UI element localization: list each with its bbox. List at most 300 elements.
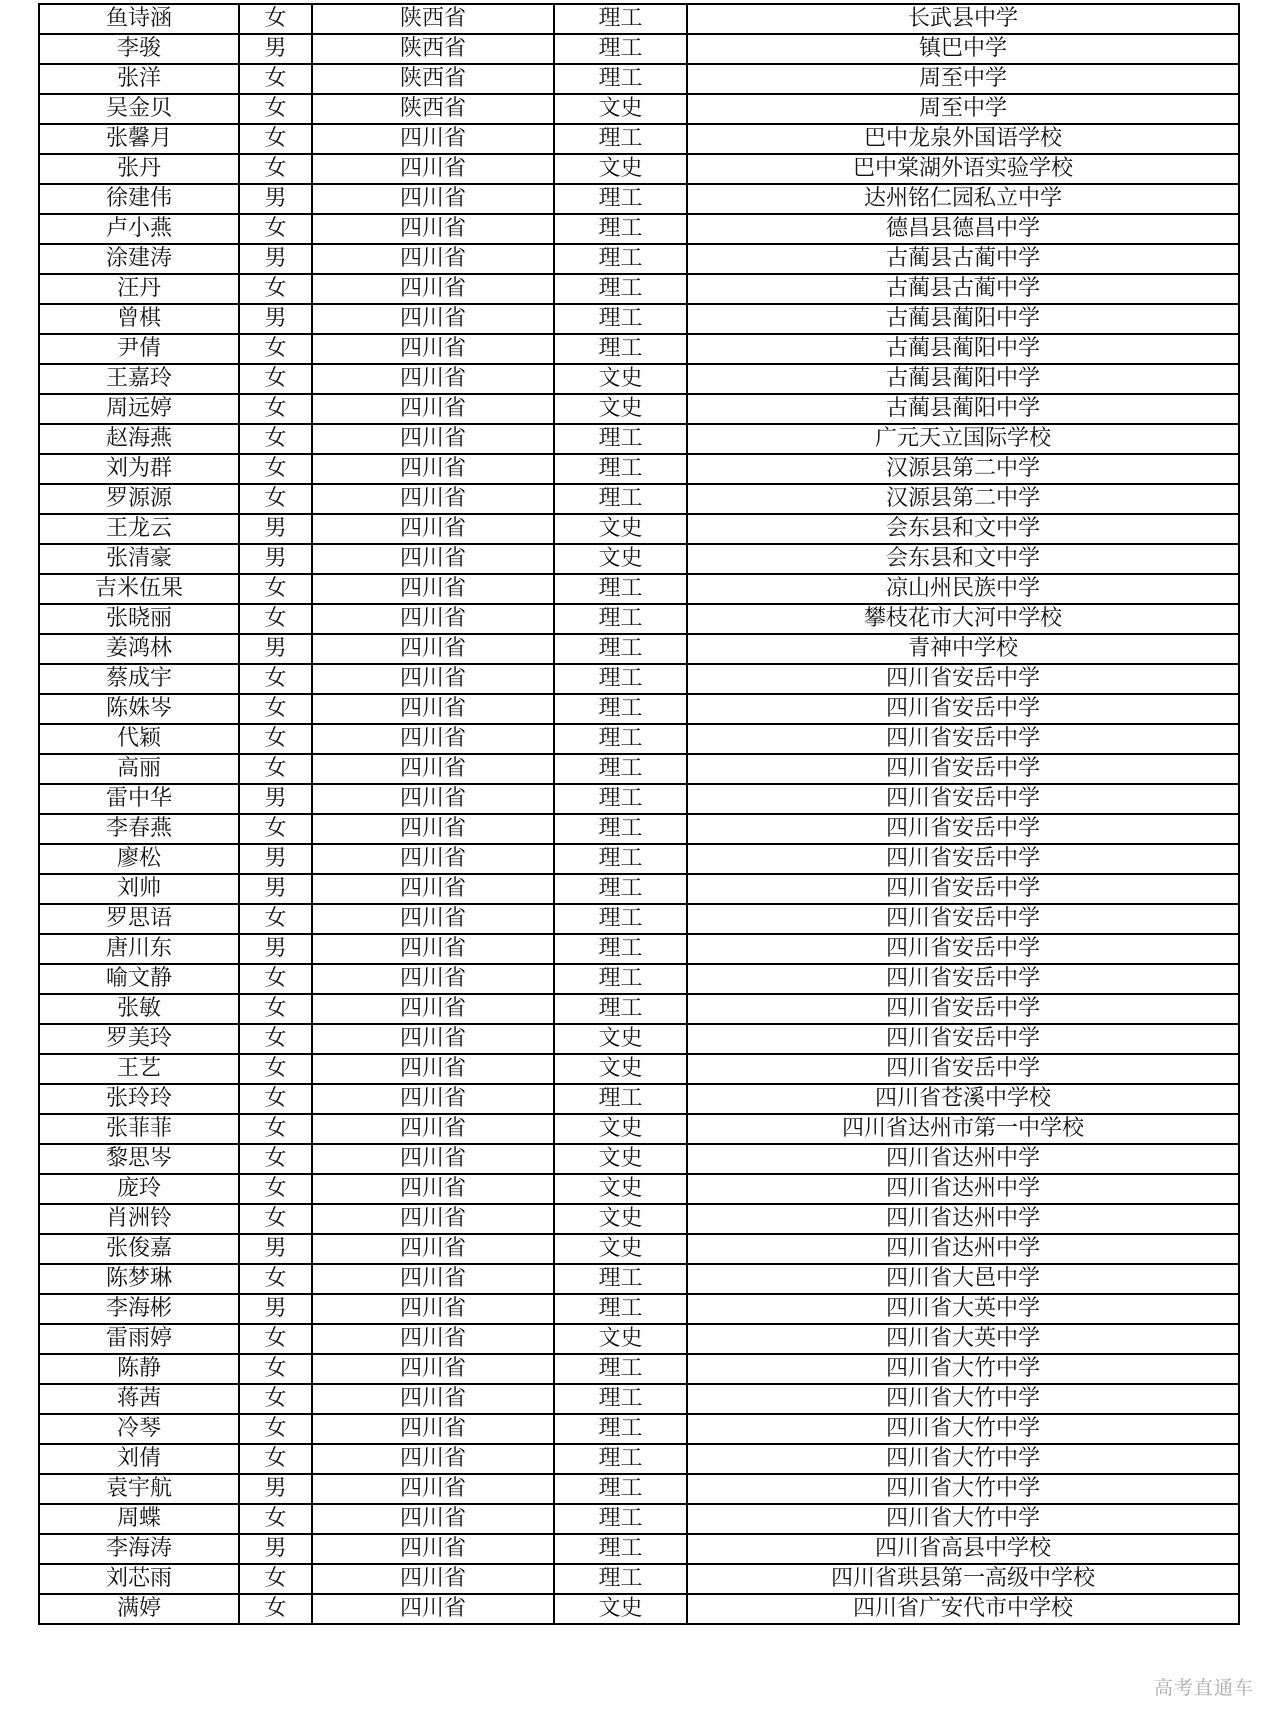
- cell-gender: 女: [239, 454, 312, 484]
- cell-name: 汪丹: [39, 274, 239, 304]
- table-row: [39, 814, 1239, 844]
- table-row: [39, 1504, 1239, 1534]
- cell-gender: 女: [239, 1504, 312, 1534]
- cell-track: 理工: [554, 1264, 687, 1294]
- cell-province: 四川省: [312, 394, 554, 424]
- cell-gender: 女: [239, 124, 312, 154]
- cell-name: 蔡成宇: [39, 664, 239, 694]
- cell-province: 四川省: [312, 664, 554, 694]
- cell-name: 徐建伟: [39, 184, 239, 214]
- cell-track: 文史: [554, 1174, 687, 1204]
- cell-gender: 女: [239, 484, 312, 514]
- cell-school: 周至中学: [687, 94, 1239, 124]
- cell-gender: 女: [239, 754, 312, 784]
- cell-province: 四川省: [312, 1324, 554, 1354]
- cell-name: 罗源源: [39, 484, 239, 514]
- cell-track: 理工: [554, 1384, 687, 1414]
- cell-gender: 女: [239, 1144, 312, 1174]
- cell-gender: 女: [239, 664, 312, 694]
- cell-gender: 女: [239, 274, 312, 304]
- table-row: [39, 1174, 1239, 1204]
- cell-school: 四川省安岳中学: [687, 934, 1239, 964]
- cell-school: 古蔺县蔺阳中学: [687, 304, 1239, 334]
- table-row: [39, 424, 1239, 454]
- cell-province: 四川省: [312, 604, 554, 634]
- cell-province: 四川省: [312, 1474, 554, 1504]
- cell-name: 代颖: [39, 724, 239, 754]
- cell-gender: 男: [239, 1474, 312, 1504]
- cell-track: 文史: [554, 394, 687, 424]
- cell-school: 会东县和文中学: [687, 544, 1239, 574]
- cell-school: 四川省广安代市中学校: [687, 1594, 1239, 1624]
- cell-name: 廖松: [39, 844, 239, 874]
- cell-track: 理工: [554, 454, 687, 484]
- cell-name: 王嘉玲: [39, 364, 239, 394]
- cell-province: 四川省: [312, 1174, 554, 1204]
- cell-province: 四川省: [312, 544, 554, 574]
- cell-gender: 女: [239, 724, 312, 754]
- cell-province: 四川省: [312, 1414, 554, 1444]
- cell-province: 四川省: [312, 124, 554, 154]
- cell-province: 四川省: [312, 694, 554, 724]
- cell-school: 古蔺县古蔺中学: [687, 244, 1239, 274]
- cell-school: 四川省安岳中学: [687, 904, 1239, 934]
- cell-gender: 男: [239, 1234, 312, 1264]
- cell-name: 刘为群: [39, 454, 239, 484]
- cell-province: 四川省: [312, 1564, 554, 1594]
- table-row: [39, 1384, 1239, 1414]
- cell-name: 赵海燕: [39, 424, 239, 454]
- cell-gender: 女: [239, 1264, 312, 1294]
- cell-track: 理工: [554, 844, 687, 874]
- cell-school: 会东县和文中学: [687, 514, 1239, 544]
- cell-gender: 女: [239, 1444, 312, 1474]
- cell-name: 张敏: [39, 994, 239, 1024]
- cell-gender: 女: [239, 1174, 312, 1204]
- cell-province: 四川省: [312, 844, 554, 874]
- cell-track: 文史: [554, 1114, 687, 1144]
- table-row: [39, 784, 1239, 814]
- cell-school: 青神中学校: [687, 634, 1239, 664]
- cell-school: 长武县中学: [687, 4, 1239, 34]
- cell-track: 理工: [554, 814, 687, 844]
- cell-name: 肖洲铃: [39, 1204, 239, 1234]
- cell-school: 四川省达州中学: [687, 1234, 1239, 1264]
- cell-province: 四川省: [312, 1084, 554, 1114]
- cell-name: 罗思语: [39, 904, 239, 934]
- cell-school: 四川省大竹中学: [687, 1414, 1239, 1444]
- cell-track: 理工: [554, 124, 687, 154]
- cell-gender: 女: [239, 1324, 312, 1354]
- cell-track: 理工: [554, 724, 687, 754]
- cell-name: 刘帅: [39, 874, 239, 904]
- table-row: [39, 124, 1239, 154]
- cell-track: 理工: [554, 694, 687, 724]
- cell-province: 四川省: [312, 244, 554, 274]
- cell-school: 四川省大竹中学: [687, 1474, 1239, 1504]
- cell-gender: 女: [239, 1414, 312, 1444]
- cell-gender: 男: [239, 1294, 312, 1324]
- cell-school: 四川省安岳中学: [687, 724, 1239, 754]
- cell-province: 四川省: [312, 1204, 554, 1234]
- cell-province: 四川省: [312, 814, 554, 844]
- cell-school: 四川省大竹中学: [687, 1354, 1239, 1384]
- cell-track: 理工: [554, 34, 687, 64]
- cell-gender: 女: [239, 94, 312, 124]
- table-row: [39, 724, 1239, 754]
- cell-name: 高丽: [39, 754, 239, 784]
- cell-province: 四川省: [312, 1054, 554, 1084]
- cell-school: 四川省大邑中学: [687, 1264, 1239, 1294]
- cell-name: 张洋: [39, 64, 239, 94]
- cell-school: 四川省达州中学: [687, 1204, 1239, 1234]
- cell-name: 鱼诗涵: [39, 4, 239, 34]
- cell-name: 周远婷: [39, 394, 239, 424]
- cell-school: 四川省大竹中学: [687, 1504, 1239, 1534]
- cell-province: 四川省: [312, 1594, 554, 1624]
- cell-name: 袁宇航: [39, 1474, 239, 1504]
- cell-gender: 女: [239, 574, 312, 604]
- cell-name: 姜鸿林: [39, 634, 239, 664]
- cell-gender: 女: [239, 904, 312, 934]
- cell-province: 四川省: [312, 154, 554, 184]
- cell-province: 四川省: [312, 904, 554, 934]
- cell-province: 陕西省: [312, 64, 554, 94]
- cell-school: 古蔺县古蔺中学: [687, 274, 1239, 304]
- cell-track: 理工: [554, 1084, 687, 1114]
- cell-name: 吴金贝: [39, 94, 239, 124]
- cell-gender: 女: [239, 1564, 312, 1594]
- cell-name: 李海涛: [39, 1534, 239, 1564]
- cell-name: 陈静: [39, 1354, 239, 1384]
- cell-gender: 男: [239, 844, 312, 874]
- table-row: [39, 1474, 1239, 1504]
- cell-track: 文史: [554, 544, 687, 574]
- table-row: [39, 754, 1239, 784]
- cell-school: 周至中学: [687, 64, 1239, 94]
- cell-province: 四川省: [312, 1384, 554, 1414]
- cell-gender: 女: [239, 1594, 312, 1624]
- cell-school: 广元天立国际学校: [687, 424, 1239, 454]
- cell-track: 理工: [554, 604, 687, 634]
- cell-school: 古蔺县蔺阳中学: [687, 334, 1239, 364]
- cell-name: 庞玲: [39, 1174, 239, 1204]
- table-row: [39, 304, 1239, 334]
- cell-school: 四川省大竹中学: [687, 1444, 1239, 1474]
- cell-gender: 女: [239, 1084, 312, 1114]
- cell-gender: 女: [239, 964, 312, 994]
- roster-table-body: [39, 4, 1239, 1624]
- table-row: [39, 94, 1239, 124]
- cell-name: 冷琴: [39, 1414, 239, 1444]
- cell-gender: 女: [239, 364, 312, 394]
- cell-school: 四川省苍溪中学校: [687, 1084, 1239, 1114]
- cell-school: 凉山州民族中学: [687, 574, 1239, 604]
- cell-gender: 女: [239, 1354, 312, 1384]
- table-row: [39, 1054, 1239, 1084]
- cell-track: 理工: [554, 874, 687, 904]
- cell-province: 四川省: [312, 934, 554, 964]
- cell-track: 理工: [554, 1414, 687, 1444]
- cell-gender: 男: [239, 934, 312, 964]
- cell-track: 理工: [554, 64, 687, 94]
- table-row: [39, 154, 1239, 184]
- cell-province: 陕西省: [312, 94, 554, 124]
- cell-track: 文史: [554, 1234, 687, 1264]
- cell-province: 四川省: [312, 1144, 554, 1174]
- cell-province: 四川省: [312, 334, 554, 364]
- cell-gender: 女: [239, 334, 312, 364]
- cell-track: 理工: [554, 334, 687, 364]
- table-row: [39, 364, 1239, 394]
- cell-school: 四川省达州中学: [687, 1144, 1239, 1174]
- cell-gender: 女: [239, 394, 312, 424]
- cell-name: 张俊嘉: [39, 1234, 239, 1264]
- cell-gender: 女: [239, 1054, 312, 1084]
- table-row: [39, 34, 1239, 64]
- cell-school: 四川省安岳中学: [687, 1024, 1239, 1054]
- cell-track: 理工: [554, 574, 687, 604]
- roster-sheet: [38, 3, 1238, 1625]
- cell-track: 理工: [554, 904, 687, 934]
- cell-name: 张清豪: [39, 544, 239, 574]
- cell-track: 理工: [554, 1354, 687, 1384]
- cell-province: 四川省: [312, 634, 554, 664]
- table-row: [39, 394, 1239, 424]
- table-row: [39, 1264, 1239, 1294]
- cell-name: 卢小燕: [39, 214, 239, 244]
- cell-province: 陕西省: [312, 34, 554, 64]
- table-row: [39, 1354, 1239, 1384]
- cell-school: 四川省达州市第一中学校: [687, 1114, 1239, 1144]
- cell-name: 雷中华: [39, 784, 239, 814]
- cell-name: 满婷: [39, 1594, 239, 1624]
- cell-school: 古蔺县蔺阳中学: [687, 364, 1239, 394]
- cell-province: 四川省: [312, 874, 554, 904]
- cell-name: 刘芯雨: [39, 1564, 239, 1594]
- cell-name: 吉米伍果: [39, 574, 239, 604]
- cell-gender: 女: [239, 604, 312, 634]
- cell-gender: 女: [239, 4, 312, 34]
- cell-gender: 男: [239, 634, 312, 664]
- cell-name: 周蝶: [39, 1504, 239, 1534]
- table-row: [39, 874, 1239, 904]
- cell-name: 王艺: [39, 1054, 239, 1084]
- table-row: [39, 514, 1239, 544]
- table-row: [39, 1024, 1239, 1054]
- cell-track: 理工: [554, 424, 687, 454]
- cell-track: 理工: [554, 964, 687, 994]
- cell-gender: 女: [239, 994, 312, 1024]
- table-row: [39, 244, 1239, 274]
- table-row: [39, 1234, 1239, 1264]
- cell-name: 张玲玲: [39, 1084, 239, 1114]
- cell-gender: 女: [239, 1384, 312, 1414]
- cell-school: 四川省安岳中学: [687, 754, 1239, 784]
- cell-name: 李海彬: [39, 1294, 239, 1324]
- cell-province: 四川省: [312, 1024, 554, 1054]
- table-row: [39, 634, 1239, 664]
- cell-school: 四川省安岳中学: [687, 844, 1239, 874]
- table-row: [39, 844, 1239, 874]
- cell-province: 四川省: [312, 184, 554, 214]
- cell-name: 李骏: [39, 34, 239, 64]
- table-row: [39, 454, 1239, 484]
- cell-track: 理工: [554, 1474, 687, 1504]
- cell-track: 理工: [554, 1534, 687, 1564]
- cell-name: 黎思岑: [39, 1144, 239, 1174]
- cell-track: 文史: [554, 1054, 687, 1084]
- cell-name: 李春燕: [39, 814, 239, 844]
- table-row: [39, 1534, 1239, 1564]
- table-row: [39, 484, 1239, 514]
- table-row: [39, 694, 1239, 724]
- cell-school: 古蔺县蔺阳中学: [687, 394, 1239, 424]
- table-row: [39, 214, 1239, 244]
- cell-school: 达州铭仁园私立中学: [687, 184, 1239, 214]
- table-row: [39, 64, 1239, 94]
- cell-province: 四川省: [312, 724, 554, 754]
- table-row: [39, 1294, 1239, 1324]
- table-row: [39, 664, 1239, 694]
- cell-province: 四川省: [312, 1294, 554, 1324]
- cell-school: 四川省大英中学: [687, 1294, 1239, 1324]
- cell-province: 四川省: [312, 994, 554, 1024]
- table-row: [39, 184, 1239, 214]
- table-row: [39, 544, 1239, 574]
- cell-school: 四川省珙县第一高级中学校: [687, 1564, 1239, 1594]
- cell-track: 文史: [554, 154, 687, 184]
- cell-school: 四川省安岳中学: [687, 784, 1239, 814]
- cell-school: 德昌县德昌中学: [687, 214, 1239, 244]
- cell-name: 蒋茜: [39, 1384, 239, 1414]
- cell-gender: 女: [239, 424, 312, 454]
- cell-track: 理工: [554, 934, 687, 964]
- cell-gender: 男: [239, 784, 312, 814]
- table-row: [39, 1324, 1239, 1354]
- cell-name: 张晓丽: [39, 604, 239, 634]
- cell-track: 理工: [554, 214, 687, 244]
- cell-province: 四川省: [312, 1264, 554, 1294]
- cell-school: 四川省安岳中学: [687, 874, 1239, 904]
- cell-track: 理工: [554, 1294, 687, 1324]
- cell-gender: 女: [239, 64, 312, 94]
- cell-province: 四川省: [312, 1114, 554, 1144]
- cell-name: 唐川东: [39, 934, 239, 964]
- cell-gender: 女: [239, 214, 312, 244]
- table-row: [39, 334, 1239, 364]
- cell-school: 四川省安岳中学: [687, 694, 1239, 724]
- cell-gender: 男: [239, 34, 312, 64]
- table-row: [39, 904, 1239, 934]
- cell-track: 理工: [554, 484, 687, 514]
- cell-province: 四川省: [312, 574, 554, 604]
- cell-track: 理工: [554, 274, 687, 304]
- cell-school: 巴中棠湖外语实验学校: [687, 154, 1239, 184]
- cell-province: 四川省: [312, 274, 554, 304]
- cell-name: 陈姝岑: [39, 694, 239, 724]
- cell-gender: 男: [239, 1534, 312, 1564]
- cell-name: 张菲菲: [39, 1114, 239, 1144]
- cell-province: 四川省: [312, 454, 554, 484]
- cell-track: 理工: [554, 784, 687, 814]
- cell-track: 文史: [554, 1144, 687, 1174]
- cell-gender: 男: [239, 874, 312, 904]
- cell-track: 理工: [554, 184, 687, 214]
- cell-track: 理工: [554, 1444, 687, 1474]
- cell-gender: 女: [239, 154, 312, 184]
- table-row: [39, 274, 1239, 304]
- cell-track: 理工: [554, 634, 687, 664]
- cell-province: 四川省: [312, 1504, 554, 1534]
- cell-gender: 女: [239, 814, 312, 844]
- cell-name: 尹倩: [39, 334, 239, 364]
- cell-gender: 男: [239, 544, 312, 574]
- cell-gender: 男: [239, 304, 312, 334]
- cell-track: 理工: [554, 994, 687, 1024]
- cell-gender: 男: [239, 184, 312, 214]
- cell-school: 四川省安岳中学: [687, 814, 1239, 844]
- cell-province: 四川省: [312, 484, 554, 514]
- cell-gender: 男: [239, 244, 312, 274]
- table-row: [39, 994, 1239, 1024]
- cell-province: 四川省: [312, 1354, 554, 1384]
- cell-gender: 女: [239, 694, 312, 724]
- cell-track: 文史: [554, 364, 687, 394]
- table-row: [39, 604, 1239, 634]
- cell-name: 刘倩: [39, 1444, 239, 1474]
- cell-track: 文史: [554, 1024, 687, 1054]
- table-row: [39, 574, 1239, 604]
- table-row: [39, 1444, 1239, 1474]
- cell-track: 理工: [554, 1504, 687, 1534]
- table-row: [39, 964, 1239, 994]
- cell-province: 四川省: [312, 364, 554, 394]
- cell-name: 喻文静: [39, 964, 239, 994]
- cell-school: 四川省安岳中学: [687, 664, 1239, 694]
- cell-name: 雷雨婷: [39, 1324, 239, 1354]
- cell-school: 镇巴中学: [687, 34, 1239, 64]
- cell-province: 四川省: [312, 304, 554, 334]
- table-row: [39, 1204, 1239, 1234]
- cell-track: 文史: [554, 1204, 687, 1234]
- cell-school: 四川省高县中学校: [687, 1534, 1239, 1564]
- table-row: [39, 1144, 1239, 1174]
- cell-track: 文史: [554, 1594, 687, 1624]
- cell-track: 理工: [554, 244, 687, 274]
- cell-gender: 男: [239, 514, 312, 544]
- cell-track: 文史: [554, 514, 687, 544]
- cell-province: 四川省: [312, 754, 554, 784]
- cell-province: 四川省: [312, 214, 554, 244]
- table-row: [39, 1414, 1239, 1444]
- cell-name: 罗美玲: [39, 1024, 239, 1054]
- cell-track: 理工: [554, 664, 687, 694]
- cell-province: 四川省: [312, 784, 554, 814]
- cell-name: 张馨月: [39, 124, 239, 154]
- cell-province: 四川省: [312, 1234, 554, 1264]
- cell-track: 文史: [554, 1324, 687, 1354]
- cell-province: 四川省: [312, 1444, 554, 1474]
- table-row: [39, 1564, 1239, 1594]
- cell-province: 四川省: [312, 1534, 554, 1564]
- cell-track: 理工: [554, 1564, 687, 1594]
- cell-school: 攀枝花市大河中学校: [687, 604, 1239, 634]
- cell-province: 四川省: [312, 964, 554, 994]
- table-row: [39, 934, 1239, 964]
- table-row: [39, 1084, 1239, 1114]
- cell-gender: 女: [239, 1024, 312, 1054]
